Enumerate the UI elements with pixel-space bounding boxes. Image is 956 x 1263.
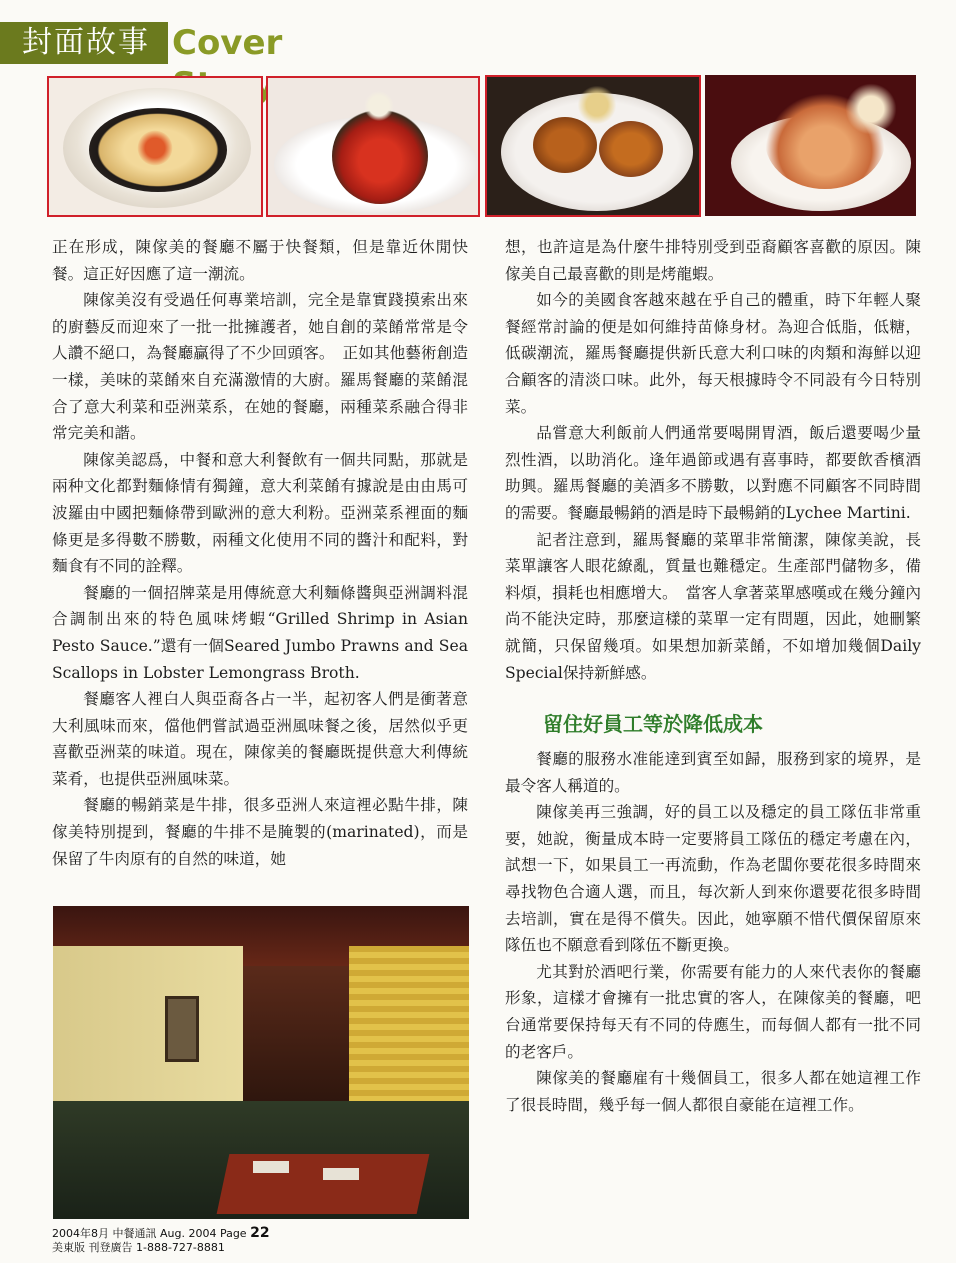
- footer-publication: 2004年8月 中餐通訊 Aug. 2004 Page: [52, 1227, 247, 1240]
- paragraph: 陳傢美再三強調，好的員工以及穩定的員工隊伍非常重要，她說，衡量成本時一定要將員工隊伍的穩定考慮在內，試想一下，如果員工一再流動，作為老闆你要花很多時間來尋找物色合適人選，而且，每次新人到來你還要花很多時間去培訓，實在是得不償失。因此，她寧願不惜代價保留原來隊伍也不願意看到隊伍不斷更換。: [505, 803, 921, 955]
- footer-line-2: 美東版 刊登廣告 1-888-727-8881: [52, 1241, 225, 1254]
- paragraph: 餐廳客人裡白人與亞裔各占一半，起初客人們是衝著意大利風味而來，儅他們嘗試過亞洲風味餐之後，居然似乎更喜歡亞洲菜的味道。現在，陳傢美的餐廳既提供意大利傳統菜肴，也提供亞洲風味菜。: [52, 690, 468, 788]
- paragraph: 陳傢美沒有受過任何專業培訓，完全是靠實踐摸索出來的廚藝反而迎來了一批一批擁護者，她自創的菜餚常常是令人讚不絕口，為餐廳贏得了不少回頭客。 正如其他藝術創造一樣，美味的菜餚來自充滿激情的大廚。羅馬餐廳的菜餚混合了意大利菜和亞洲菜系，在她的餐廳，兩種菜系融合得非常完美和諧。: [52, 291, 468, 443]
- page-number: 22: [250, 1225, 270, 1241]
- paragraph: 品嘗意大利飯前人們通常要喝開胃酒，飯后還要喝少量烈性酒，以助消化。逢年過節或遇有喜事時，都要飲香檳酒助興。羅馬餐廳的美酒多不勝數，以對應不同顧客不同時間的需要。餐廳最暢銷的酒是時下最暢銷的Lychee Martini.: [505, 424, 921, 522]
- section-header: [0, 22, 380, 64]
- page-footer: [52, 1226, 270, 1255]
- paragraph: 想，也許這是為什麼牛排特別受到亞裔顧客喜歡的原因。陳傢美自己最喜歡的則是烤龍蝦。: [505, 238, 921, 283]
- mussels-pasta-photo: [47, 76, 263, 217]
- paragraph: 餐廳的暢銷菜是牛排，很多亞洲人來這裡必點牛排，陳傢美特別提到，餐廳的牛排不是腌製的(marinated)，而是保留了牛肉原有的自然的味道，她: [52, 796, 468, 868]
- paragraph: 陳傢美認爲，中餐和意大利餐飲有一個共同點，那就是兩种文化都對麵條情有獨鐘，意大利菜餚有據說是由由馬可波羅由中國把麵條帶到歐洲的意大利粉。亞洲菜系裡面的麵條更是多得數不勝數，兩種文化使用不同的醬汁和配料，對麵食有不同的詮釋。: [52, 450, 468, 576]
- fried-shrimp-photo: [485, 75, 701, 217]
- paragraph: 餐廳的服務水准能達到賓至如歸，服務到家的境界，是最令客人稱道的。: [505, 750, 921, 795]
- paragraph: 尤其對於酒吧行業，你需要有能力的人來代表你的餐廳形象，這樣才會擁有一批忠實的客人，在陳傢美的餐廳，吧台通常要保持每天有不同的侍應生，而每個人都有一批不同的老客戶。: [505, 962, 921, 1061]
- right-text-column: [505, 234, 921, 1118]
- footer-line-1: [52, 1226, 270, 1241]
- left-text-column: [52, 234, 468, 872]
- restaurant-interior-photo: [53, 906, 469, 1219]
- paragraph: 如今的美國食客越來越在乎自己的體重，時下年輕人聚餐經常討論的便是如何維持苗條身材。為迎合低脂，低糖，低碳潮流，羅馬餐廳提供新氏意大利口味的肉類和海鮮以迎合顧客的清淡口味。此外，每天根據時令不同設有今日特別菜。: [505, 291, 921, 416]
- lobster-dish-photo: [266, 76, 480, 217]
- section-title-en: Cover: [172, 23, 283, 63]
- paragraph: 記者注意到，羅馬餐廳的菜單非常簡潔，陳傢美說，長菜單讓客人眼花繚亂，質量也難穩定。生產部門儲物多，備料煩，損耗也相應增大。 當客人拿著菜單感嘆或在幾分鐘內尚不能決定時，那麼這樣的菜單一定有問題，因此，她刪繁就簡，只保留幾項。如果想加新菜餚，不如增加幾個Daily Special保持新鮮感。: [505, 530, 921, 682]
- paragraph: 陳傢美的餐廳雇有十幾個員工，很多人都在她這裡工作了很長時間，幾乎每一個人都很自豪能在這裡工作。: [505, 1069, 921, 1114]
- section-title-cn: 封面故事: [0, 22, 168, 64]
- paragraph: 餐廳的一個招牌菜是用傳統意大利麵條醬與亞洲調料混合調制出來的特色風味烤蝦“Grilled Shrimp in Asian Pesto Sauce.”還有一個Seared Jumbo Prawns and Sea Scallops in Lobster Lemongrass Broth.: [52, 583, 468, 682]
- paragraph: 正在形成，陳傢美的餐廳不屬于快餐類，但是靠近休閒快餐。這正好因應了這一潮流。: [52, 238, 468, 283]
- subheading: 留住好員工等於降低成本: [543, 712, 763, 737]
- prawn-platter-photo: [705, 75, 916, 216]
